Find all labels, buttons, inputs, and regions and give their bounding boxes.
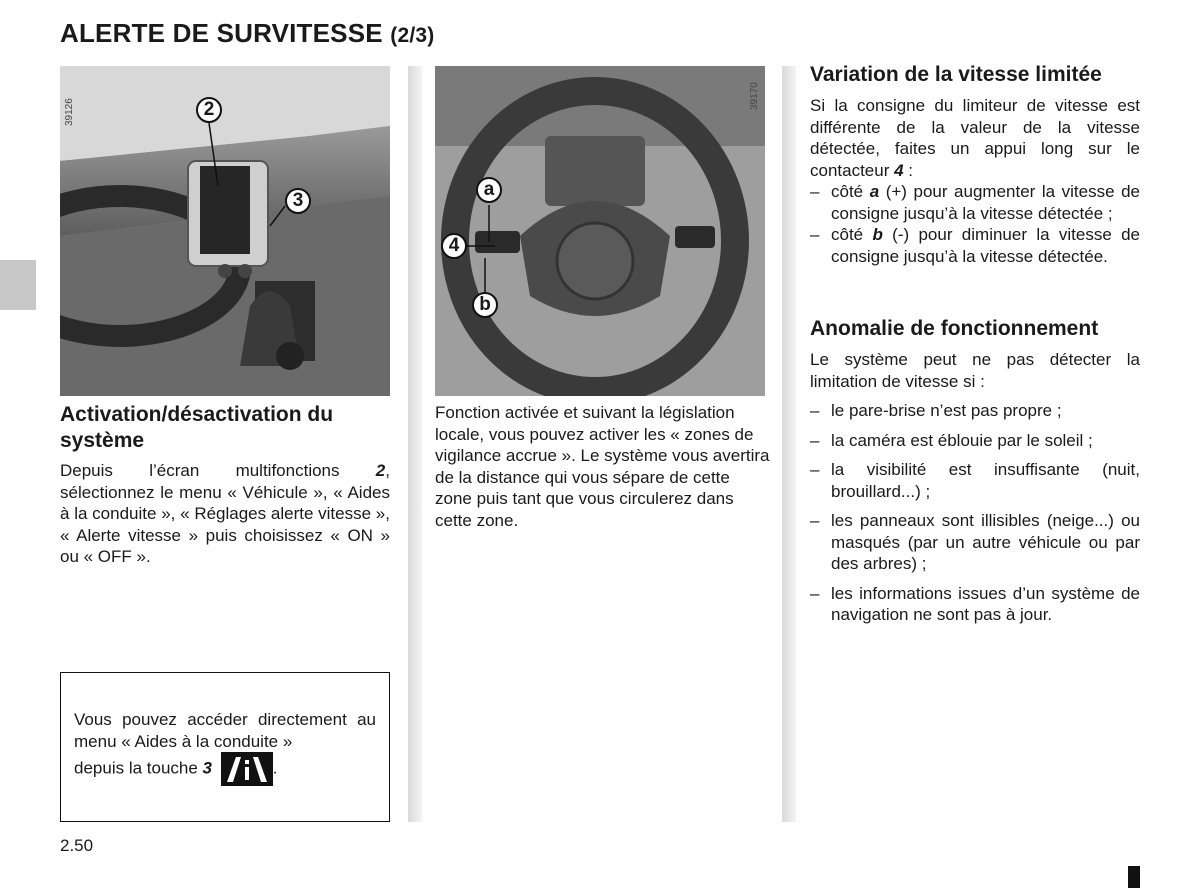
variation-list [810, 181, 1140, 267]
list-item: – les informations issues d’un système de navigation ne sont pas à jour. [810, 583, 1140, 626]
note-box [60, 672, 390, 822]
ref-letter: b [872, 225, 883, 244]
callout-4: 4 [441, 233, 467, 259]
callout-2: 2 [196, 97, 222, 123]
text-run: Vous pouvez accéder directement au menu « Aides à la conduite » [74, 710, 376, 751]
anomaly-paragraph: Le système peut ne pas détecter la limitation de vitesse si : [810, 350, 1140, 391]
driving-aids-key-icon [221, 752, 273, 786]
ref-number: 2 [375, 461, 386, 480]
text-run: depuis la touche [74, 758, 203, 778]
page-title [60, 18, 434, 49]
text-run: . [272, 758, 278, 778]
list-item: – le pare-brise n’est pas propre ; [810, 400, 1140, 422]
page-edge-marker [1128, 866, 1140, 888]
page-title-text: ALERTE DE SURVITESSE [60, 18, 383, 48]
page-title-part: (2/3) [390, 24, 435, 47]
figure-code: 39170 [749, 82, 760, 110]
text-run: : [903, 160, 914, 180]
list-item: – côté b (-) pour diminuer la vitesse de consigne jusqu’à la vitesse détectée. [810, 224, 1140, 267]
variation-paragraph [810, 95, 1140, 267]
callout-leaders [60, 66, 390, 396]
vigilance-paragraph: Fonction activée et suivant la législation locale, vous pouvez activer les « zones de vigilance accrue ». Le système vous avertira de la distance qui vous sépare de cette zone puis tant que vous circulerez dans cette zone. [435, 403, 770, 530]
callout-a: a [476, 177, 502, 203]
ref-number: 4 [894, 160, 904, 180]
column-divider [782, 66, 796, 822]
list-item: – côté a (+) pour augmenter la vitesse de consigne jusqu’à la vitesse détectée ; [810, 181, 1140, 224]
callout-b: b [472, 292, 498, 318]
anomaly-heading: Anomalie de fonctionnement [810, 317, 1099, 340]
list-item: – la caméra est éblouie par le soleil ; [810, 430, 1140, 452]
heading-line: système [60, 429, 145, 452]
text-run: , sélectionnez le menu « Véhicule », « Aides à la conduite », « Réglages alerte vitesse », « Alerte vitesse » puis choisissez « ON » ou « OFF ». [60, 461, 390, 566]
page-number: 2.50 [60, 836, 94, 855]
list-item: – les panneaux sont illisibles (neige...) ou masqués (par un autre véhicule ou par des arbres) ; [810, 510, 1140, 575]
figure-code: 39126 [64, 98, 75, 126]
ref-letter: a [869, 182, 880, 201]
callout-leaders [435, 66, 765, 396]
ref-number: 3 [202, 758, 213, 778]
anomaly-list [810, 400, 1140, 626]
heading-line: Activation/désactivation du [60, 403, 334, 426]
activation-heading [60, 402, 390, 454]
activation-paragraph [60, 460, 390, 568]
list-item: – la visibilité est insuffisante (nuit, brouillard...) ; [810, 459, 1140, 502]
text-run: Depuis l’écran multifonctions [60, 461, 376, 480]
text-run: Si la consigne du limiteur de vitesse est différente de la valeur de la vitesse détectée, faites un appui long sur le contacteur [810, 96, 1140, 180]
note-text [74, 709, 376, 786]
section-tab [0, 260, 36, 310]
variation-heading: Variation de la vitesse limitée [810, 63, 1102, 86]
callout-3: 3 [285, 188, 311, 214]
column-divider [408, 66, 422, 822]
